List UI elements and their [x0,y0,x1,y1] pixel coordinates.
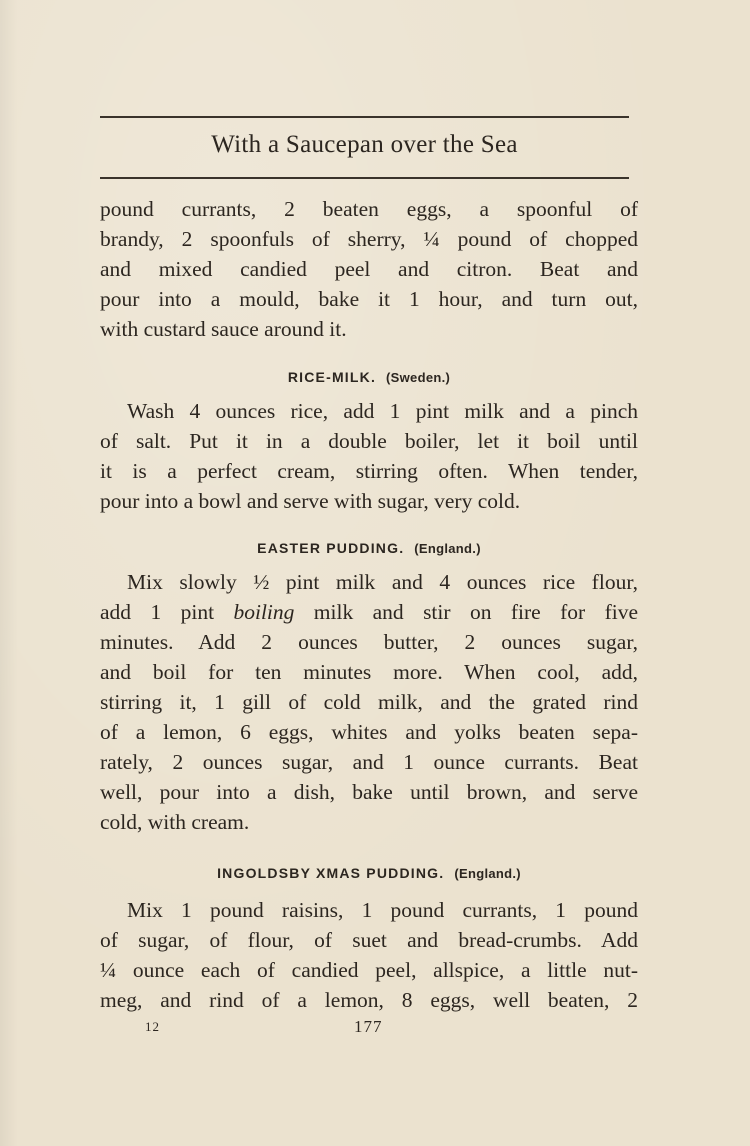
text-line: of sugar, of flour, of suet and bread-crumbs. Add [100,928,638,952]
text-line: Mix slowly ½ pint milk and 4 ounces rice flour, [127,570,638,594]
text-line: minutes. Add 2 ounces butter, 2 ounces sugar, [100,630,638,654]
recipe-heading-easter-pudding [100,540,638,556]
text-line: pour into a mould, bake it 1 hour, and turn out, [100,287,638,311]
running-head: With a Saucepan over the Sea [211,131,518,158]
text-line: rately, 2 ounces sugar, and 1 ounce currants. Beat [100,750,638,774]
text-line: of salt. Put it in a double boiler, let it boil until [100,429,638,453]
recipe-body-ingoldsby [100,895,638,1015]
header-rule-bottom [100,177,629,179]
text-line: meg, and rind of a lemon, 8 eggs, well beaten, 2 [100,988,638,1012]
recipe-body-rice-milk [100,396,638,516]
text-line: ¼ ounce each of candied peel, allspice, a little nut- [100,958,638,982]
signature-mark: 12 [145,1019,160,1034]
text-fragment: milk and stir on fire for five [294,600,638,624]
text-line: stirring it, 1 gill of cold milk, and the grated rind [100,690,638,714]
italic-word: boiling [233,600,295,624]
recipe-body-easter-pudding [100,567,638,837]
recipe-heading-rice-milk [100,369,638,385]
recipe-title: RICE-MILK. [287,369,377,385]
text-line: pour into a bowl and serve with sugar, very cold. [100,489,521,513]
text-line: Mix 1 pound raisins, 1 pound currants, 1 pound [127,898,638,922]
text-line: and mixed candied peel and citron. Beat and [100,257,638,281]
page-number: 177 [354,1017,383,1036]
recipe-origin: (England.) [414,541,481,556]
text-line: pound currants, 2 beaten eggs, a spoonful of [100,197,638,221]
text-line: it is a perfect cream, stirring often. When tender, [100,459,638,483]
header-rule-top [100,116,629,118]
text-line: of a lemon, 6 eggs, whites and yolks beaten sepa- [100,720,638,744]
text-line: brandy, 2 spoonfuls of sherry, ¼ pound of chopped [100,227,638,251]
text-line [100,597,638,627]
text-line: Wash 4 ounces rice, add 1 pint milk and a pinch [127,399,638,423]
text-line: with custard sauce around it. [100,317,347,341]
recipe-heading-ingoldsby [100,865,638,881]
recipe-title: EASTER PUDDING. [257,540,405,556]
text-line: cold, with cream. [100,810,250,834]
text-line: well, pour into a dish, bake until brown, and serve [100,780,638,804]
recipe-origin: (England.) [454,866,521,881]
text-fragment: add 1 pint [100,600,234,624]
recipe-origin: (Sweden.) [386,370,451,385]
text-line: and boil for ten minutes more. When cool, add, [100,660,638,684]
recipe-title: INGOLDSBY XMAS PUDDING. [217,865,445,881]
continued-paragraph [100,194,638,344]
